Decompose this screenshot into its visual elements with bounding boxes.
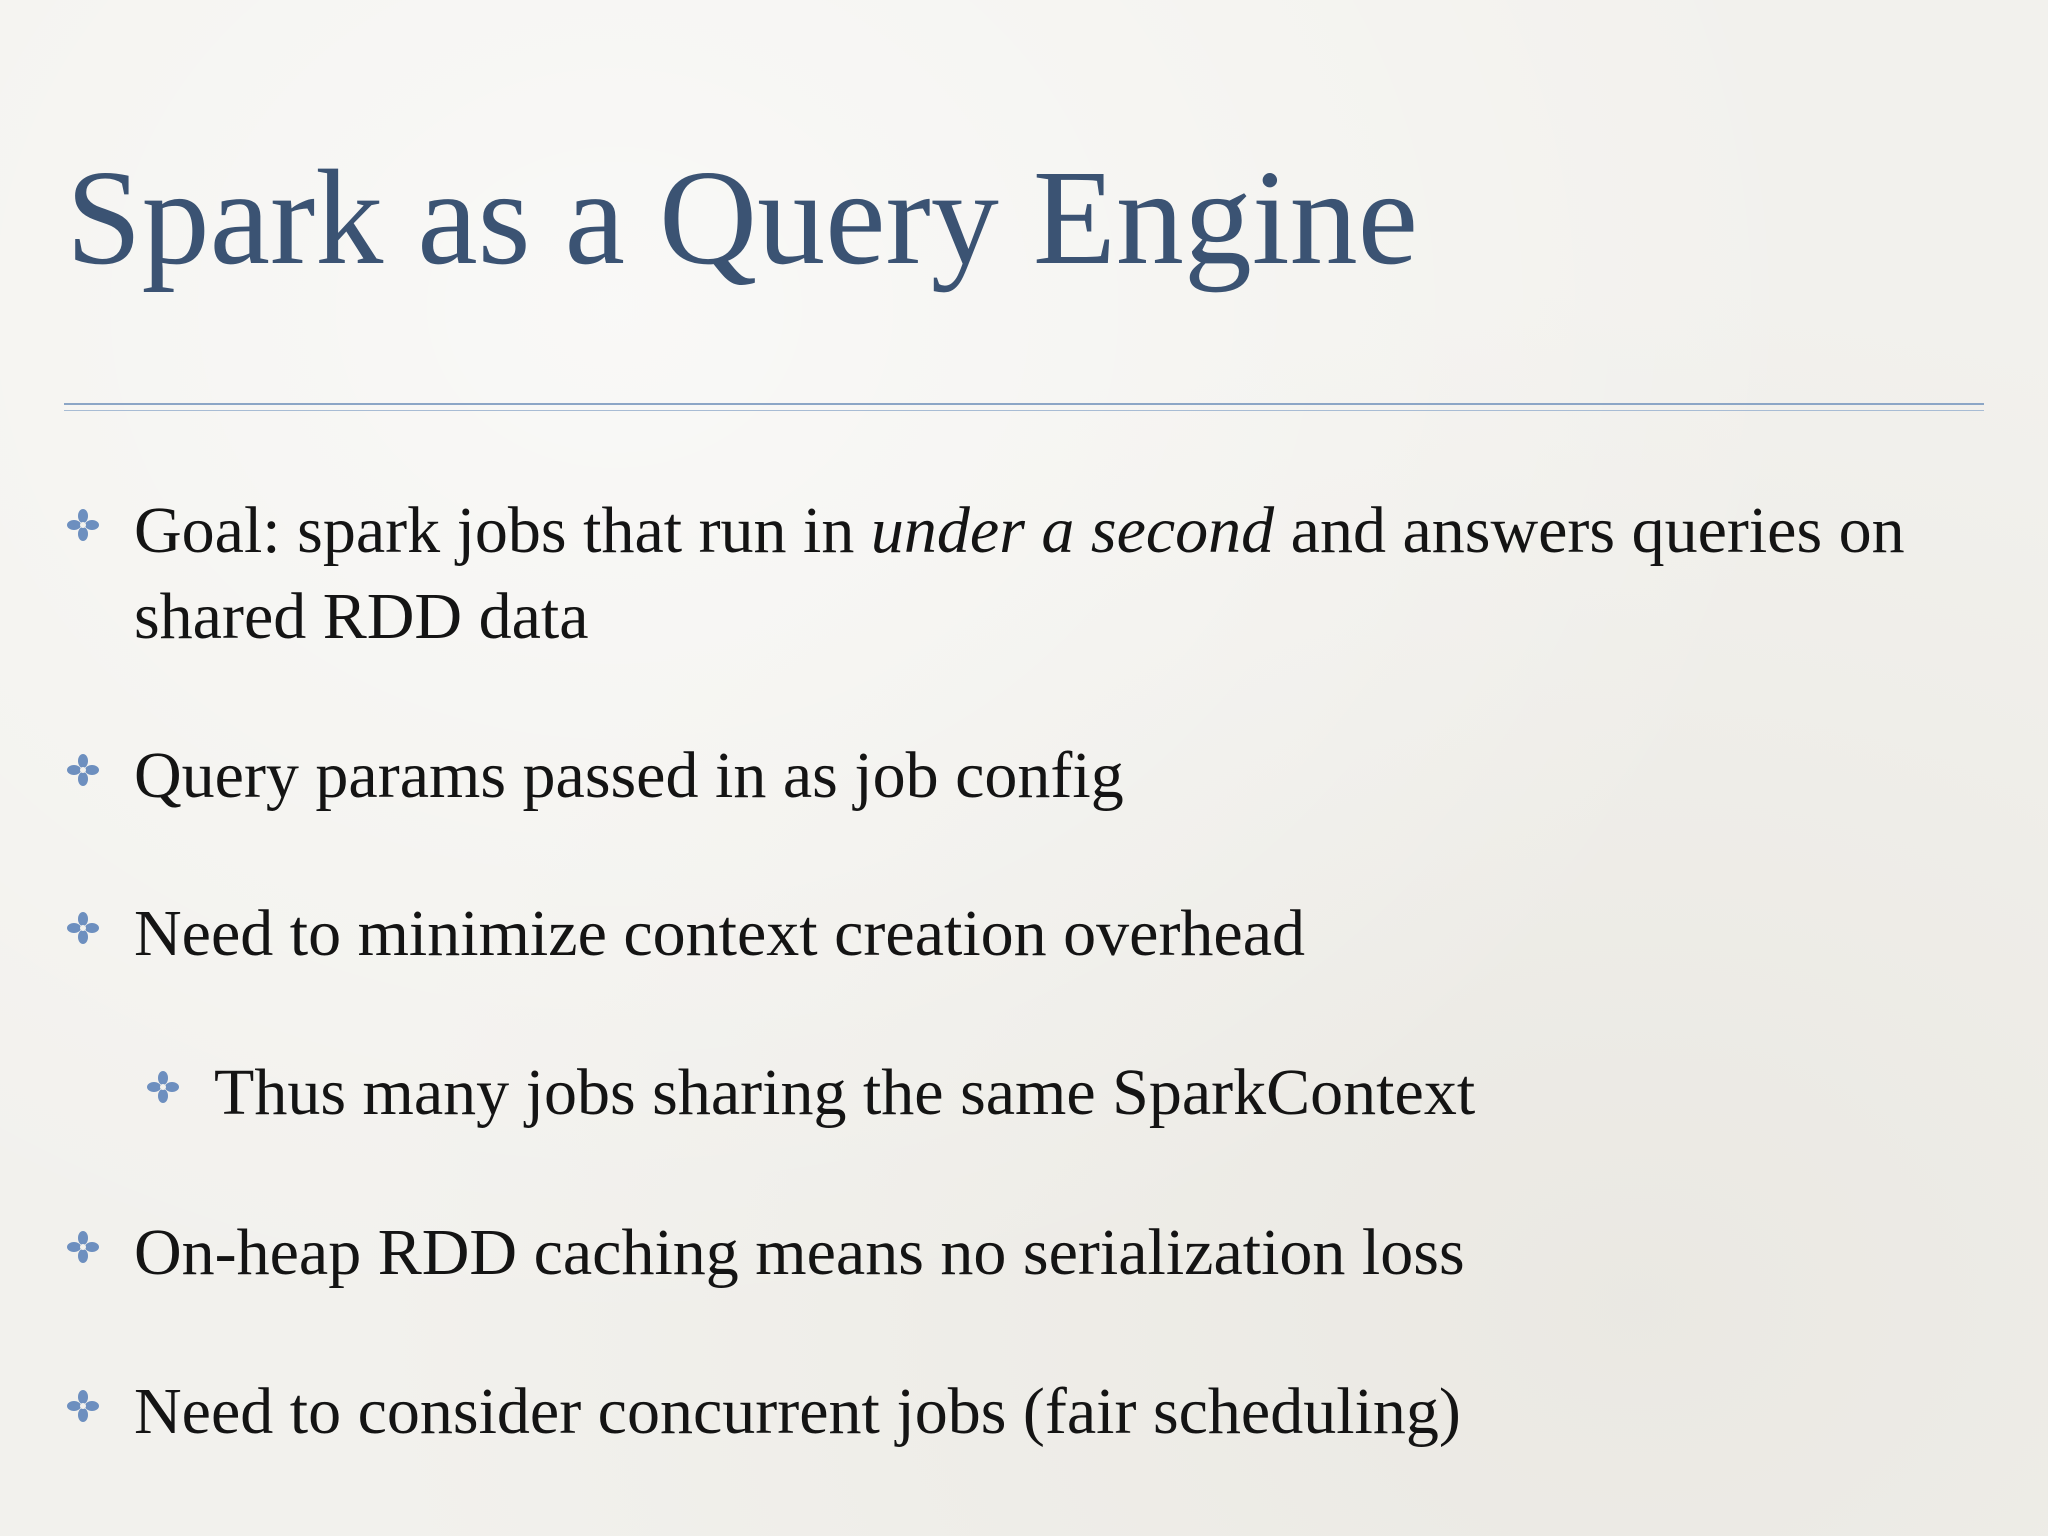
- title-divider: [64, 403, 1984, 405]
- bullet-text: Goal: spark jobs that run in under a second and answers queries on shared RDD data: [134, 494, 1905, 653]
- floral-bullet-icon: [66, 911, 100, 945]
- floral-bullet-icon: [146, 1070, 180, 1104]
- bullet-text: Query params passed in as job config: [134, 739, 1124, 812]
- floral-bullet-icon: [66, 753, 100, 787]
- bullet-item: [134, 1369, 1994, 1455]
- slide-title: Spark as a Query Engine: [66, 143, 1419, 293]
- title-divider-secondary: [64, 410, 1984, 411]
- bullet-text: On-heap RDD caching means no serialization loss: [134, 1216, 1465, 1289]
- bullet-text: Need to consider concurrent jobs (fair scheduling): [134, 1375, 1461, 1448]
- bullet-item: [134, 488, 1994, 660]
- bullet-text: Thus many jobs sharing the same SparkContext: [214, 1056, 1476, 1129]
- floral-bullet-icon: [66, 508, 100, 542]
- bullet-item: [134, 891, 1994, 977]
- bullet-emphasis: under a second: [870, 494, 1275, 567]
- sub-bullet-item: [214, 1050, 1994, 1136]
- floral-bullet-icon: [66, 1389, 100, 1423]
- floral-bullet-icon: [66, 1230, 100, 1264]
- bullet-item: [134, 1210, 1994, 1296]
- bullet-item: [134, 733, 1994, 819]
- bullet-text: Need to minimize context creation overhead: [134, 897, 1306, 970]
